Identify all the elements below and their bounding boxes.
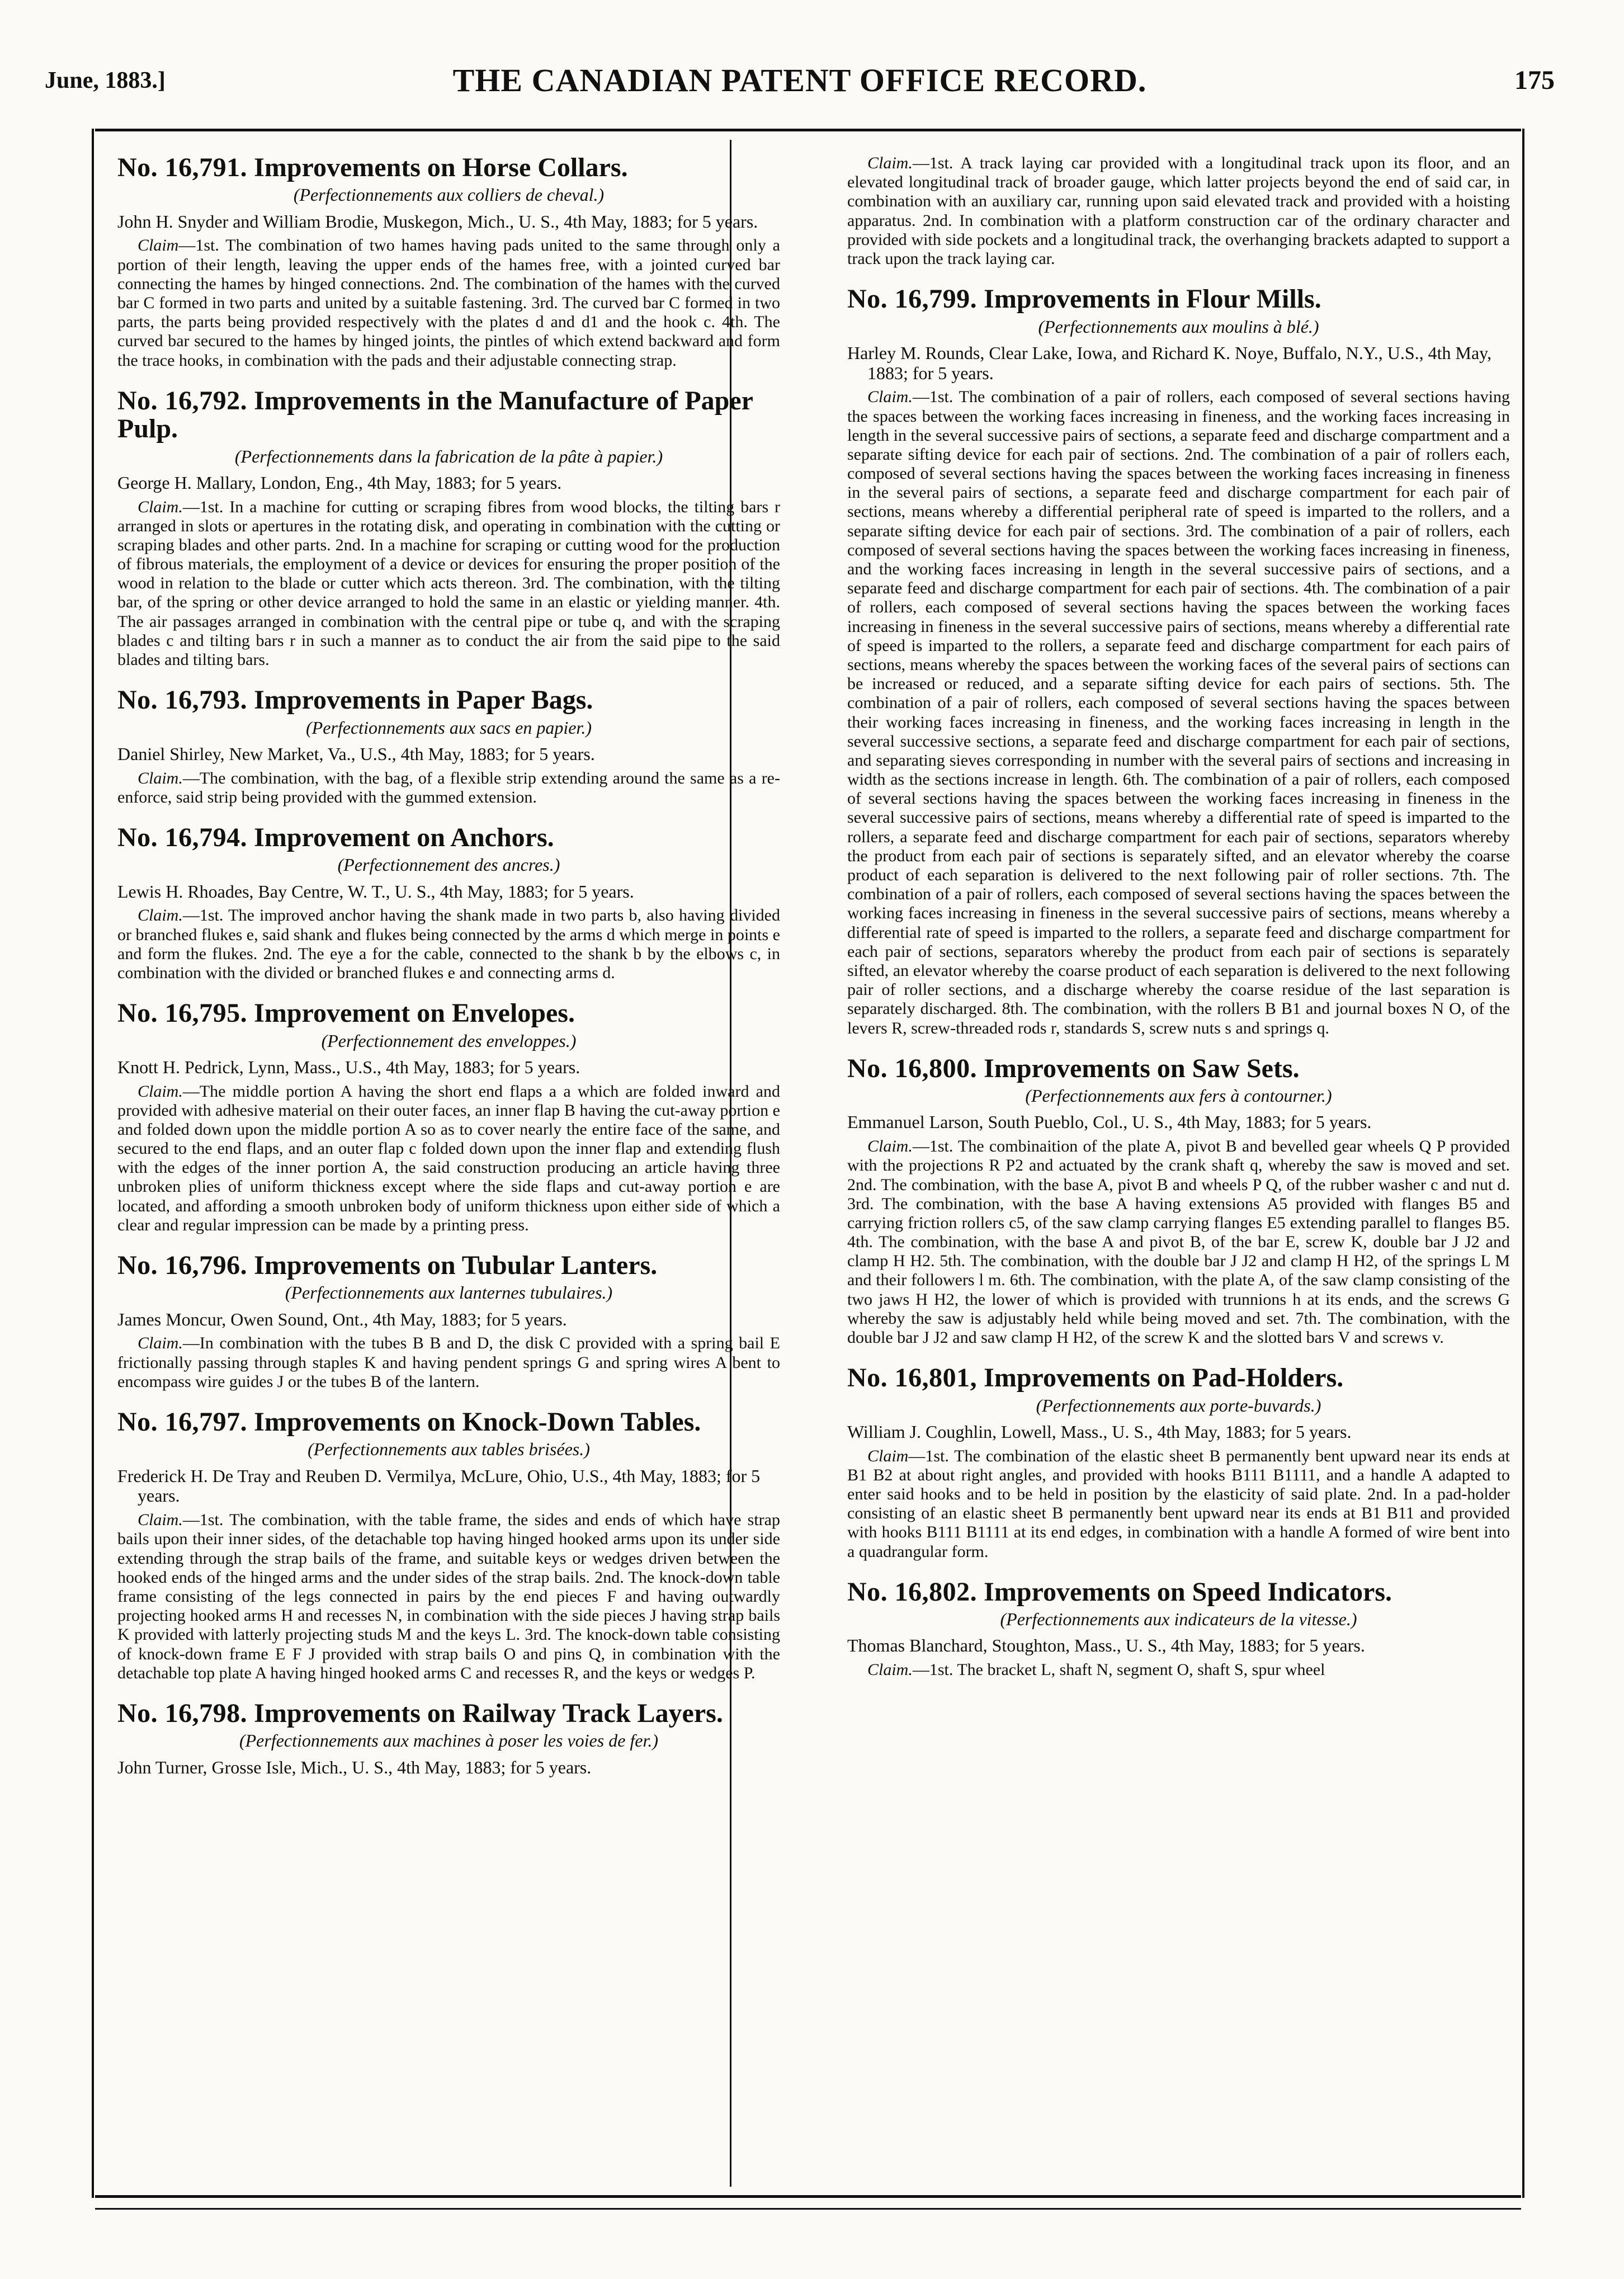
claim-body: —1st. The bracket L, shaft N, segment O, shaft S, spur wheel [912,1660,1325,1679]
french-title: (Perfectionnements dans la fabrication de la pâte à papier.) [234,446,663,466]
french-title: (Perfectionnement des ancres.) [337,855,560,875]
claim-label: Claim [867,1446,909,1465]
bottom-rule [95,2201,1521,2210]
patent-number: No. 16,797. [117,1407,248,1437]
patent-entry [117,824,780,983]
claim-text [117,498,780,670]
claim-body: —1st. The improved anchor having the shank made in two parts b, also having divided or branched flukes e, said shank and flukes being connected by the arms d which merge in points e and form the flukes. 2nd. The eye a for the cable, connected to the shank b by the elbows c, in combination with the divided or branched flukes e and connecting arms d. [117,906,780,982]
page-header [45,62,1555,112]
patent-heading [117,1252,780,1280]
claim-label: Claim. [867,1137,913,1156]
claim-body: —1st. The combination of two hames having pads united to the same through only a portion of their length, leaving the upper ends of the hames free, with a jointed curved bar connecting the hames by hinged connections. 2nd. The combination of the hames with the curved bar C formed in two parts and united by a suitable fastening. 3rd. The curved bar C formed in two parts, the parts being provided respectively with the plates d and d1 and the hook c. 4th. The curved bar secured to the hames by hinged joints, the pintles of which extend backward and form the trace hooks, in combination with the pads and their adjustable connecting strap. [117,236,780,370]
french-title: (Perfectionnements aux fers à contourner.) [1025,1086,1332,1106]
patent-heading [117,686,780,714]
inventor-line: George H. Mallary, London, Eng., 4th May, 1883; for 5 years. [117,472,562,493]
patent-entry [847,1578,1510,1680]
french-title: (Perfectionnements aux sacs en papier.) [306,717,592,738]
left-column [117,154,780,2190]
patent-entry [117,1252,780,1391]
french-title: (Perfectionnements aux lanternes tubulaires.) [285,1282,613,1303]
claim-text [117,769,780,807]
patent-number: No. 16,795. [117,998,248,1028]
patent-title: Improvements on Pad-Holders. [984,1363,1344,1393]
claim-text [117,1334,780,1391]
claim-label: Claim. [138,497,183,516]
claim-label: Claim. [138,768,183,787]
patent-number: No. 16,796. [117,1251,248,1281]
claim-body: —1st. The combination of a pair of rollers, each composed of several sections having the spaces between the working faces increasing in fineness, and the working faces increasing in length in the several successive pairs of sections, a separate feed and discharge compartment and a separate sifting device for each pair of sections. 2nd. The combination of a pair of rollers each, composed of several sections having the spaces between the working faces increasing in fineness in the several pairs of sections, a separate feed and discharge compartment for each pair of sections, means whereby a differential peripheral rate of speed is imparted to the rollers, and a separate sifting device for each pair of sections. 3rd. The combination of a pair of rollers, each composed of several sections having the spaces between the working faces increasing in fineness, and the working faces increasing in length in the several successive pairs of sections, and a separate feed and discharge compartment for each pair of sections. 4th. The combination of a pair of rollers, each composed of several sections having the spaces between the working faces increasing in fineness in the several successive pairs of sections, means whereby a differential rate of speed is imparted to the rollers, a separate feed and discharge compartment for each pairs of sections, means whereby the spaces between the working faces of the several pairs of sections can be increased or reduced, and a separate sifting device for each pairs of sections. 5th. The combination of a pair of rollers, each composed of several sections having the spaces between their working faces increasing in fineness, and the working faces increasing in length in the several successive sections, a separate feed and discharge compartment for each pair of sections, and separating sieves corresponding in number with the several pairs of sections and increasing in width as the sections increase in length. 6th. The combination of a pair of rollers, each composed of several sections having the spaces between the working faces increasing in fineness in the several successive pairs of sections, means whereby a differential rate of speed is imparted to the rollers, a separate feed and discharge compartment for each pair of sections, separators whereby the product from each pair of sections is separately sifted, and an elevator whereby the coarse product of each separation is delivered to the next following pair of roller sections. 7th. The combination of a pair of rollers, each composed of several sections having the spaces between the working faces increasing in fineness in the several successive pairs of sections, means whereby a differential rate of speed is imparted to the rollers, a separate feed and discharge compartment for each pair of sections, separators whereby the product from each pair of sections is separately sifted, an elevator whereby the coarse product of each separation is delivered to the next following pair of roller sections, and a discharge whereby the coarse residue of the last separation is separately discharged. 8th. The combination, with the rollers B B1 and journal boxes N O, of the levers R, screw-threaded rods r, standards S, screw nuts s and springs q. [847,388,1510,1037]
claim-body: —The middle portion A having the short end flaps a a which are folded inward and provided with adhesive material on their outer faces, an inner flap B having the cut-away portion e and folded down upon the middle portion A so as to cover nearly the entire face of the same, and secured to the end flaps, and an outer flap c folded down upon the inner flap and extending flush with the edges of the inner portion A, the said construction producing an article having three unbroken plies of uniform thickness except where the side flaps and cut-away portion e are located, and affording a smooth unbroken body of uniform thickness upon either side of which a clear and regular impression can be made by a printing press. [117,1082,780,1234]
inventor-line: James Moncur, Owen Sound, Ont., 4th May, 1883; for 5 years. [117,1309,567,1329]
patent-entry [117,1408,780,1683]
patent-title: Improvements on Tubular Lanters. [254,1251,658,1281]
claim-label: Claim. [867,388,913,407]
patent-number: No. 16,798. [117,1698,248,1728]
patent-title: Improvements on Horse Collars. [254,154,628,182]
claim-label: Claim [138,236,179,255]
claim-label: Claim. [138,1334,183,1353]
patent-heading [847,1578,1510,1606]
claim-text [117,906,780,983]
issue-date: June, 1883.] [45,68,166,93]
french-title: (Perfectionnement des enveloppes.) [321,1030,577,1051]
patent-number: No. 16,793. [117,685,248,715]
left-border [92,129,94,2198]
patent-heading [847,1055,1510,1083]
patent-heading [847,285,1510,313]
claim-body: —1st. The combination of the elastic sheet B permanently bent upward near its ends at B1 B2 at about right angles, and provided with hooks B111 B1111, and a handle A adapted to enter said hooks and to be held in position by the elasticity of said plate. 2nd. In a pad-holder consisting of an elastic sheet B permanently bent upward near its ends at B1 B11 and provided with hooks B111 B1111 at its end edges, in combination with a handle A formed of wire bent into a quadrangular form. [847,1446,1510,1561]
claim-text [117,1511,780,1683]
patent-heading [117,999,780,1027]
patent-entry [847,1364,1510,1561]
patent-heading [117,1700,780,1728]
patent-heading [117,387,780,443]
patent-entry [117,154,780,370]
inventor-line: Thomas Blanchard, Stoughton, Mass., U. S., 4th May, 1883; for 5 years. [847,1635,1365,1656]
inventor-line: John Turner, Grosse Isle, Mich., U. S., 4th May, 1883; for 5 years. [117,1757,592,1777]
claim-text [847,388,1510,1037]
french-title: (Perfectionnements aux colliers de cheval.) [293,185,605,205]
claim-text [847,1447,1510,1561]
claim-body: —1st. The combination, with the table frame, the sides and ends of which have strap bails upon their inner sides, of the detachable top having hinged hooked arms upon its under side extending through the strap bails of the frame, and suitable keys or wedges driven between the hooked ends of the hinged arms and the under sides of the strap bails. 2nd. The knock-down table frame consisting of the legs connected in pairs by the end pieces F and having outwardly projecting hooked arms H and recesses N, in combination with the side pieces J having strap bails K provided with latterly projecting studs M and the keys L. 3rd. The knock-down table consisting of knock-down frame E F J provided with strap bails O and pins Q, in combination with the detachable top plate A having hinged hooked arms C and recesses R, and the keys or wedges P. [117,1511,780,1682]
claim-body: —1st. A track laying car provided with a longitudinal track upon its floor, and an elevated longitudinal track of broader gauge, which latter projects beyond the end of said car, in combination with an auxiliary car, running upon said elevated track and provided with a hoisting apparatus. 2nd. In combination with a platform construction car of the ordinary character and provided with side pockets and a longitudinal track, the overhanging brackets adapted to support a track upon the track laying car. [847,154,1510,268]
inventor-line: William J. Coughlin, Lowell, Mass., U. S., 4th May, 1883; for 5 years. [847,1421,1352,1442]
claim-label: Claim. [138,1082,183,1101]
claim-text [847,154,1510,268]
right-border [1522,129,1524,2198]
patent-entry [117,1700,780,1777]
inventor-line: Emmanuel Larson, South Pueblo, Col., U. S., 4th May, 1883; for 5 years. [847,1112,1372,1133]
claim-text [847,1137,1510,1347]
patent-title: Improvement on Anchors. [254,822,554,852]
patent-entry [117,686,780,807]
inventor-line: Knott H. Pedrick, Lynn, Mass., U.S., 4th May, 1883; for 5 years. [117,1056,580,1077]
patent-title: Improvements on Railway Track Layers. [254,1698,723,1728]
patent-number: No. 16,801, [847,1363,978,1393]
patent-number: No. 16,794. [117,822,248,852]
claim-label: Claim. [867,1660,913,1679]
french-title: (Perfectionnements aux porte-buvards.) [1036,1395,1321,1415]
inventor-line: John H. Snyder and William Brodie, Muskegon, Mich., U. S., 4th May, 1883; for 5 years. [117,211,758,232]
patent-title: Improvements on Saw Sets. [984,1053,1300,1083]
inventor-line: Daniel Shirley, New Market, Va., U.S., 4th May, 1883; for 5 years. [117,743,595,764]
patent-number: No. 16,800. [847,1053,978,1083]
patent-heading [117,1408,780,1436]
french-title: (Perfectionnements aux moulins à blé.) [1038,316,1319,337]
patent-number: No. 16,792. [117,385,248,416]
claim-body: —1st. The combinaition of the plate A, pivot B and bevelled gear wheels Q P provided with the projections R P2 and actuated by the crank shaft q, whereby the saw is moved and set. 2nd. The combination, with the base A, pivot B and wheels P Q, of the rubber washer c and nut d. 3rd. The combination, with the base A having extensions A5 provided with flanges B5 and carrying friction rollers c5, of the saw clamp carrying flanges E5 extending parallel to flanges B5. 4th. The combination, with the base A and pivot B, of the bar E, screw K, double bar J J2 and clamp H H2. 5th. The combination, with the double bar J J2 and clamp H H2, of the springs L M and their followers l m. 6th. The combination, with the plate A, of the saw clamp consisting of the two jaws H H2, the lower of which is provided with trunnions h at its ends, and the screws G whereby the saw is adjustably held while being moved and set. 7th. The combination, with the double bar J J2 and saw clamp H H2, of the screw K and the slotted bars V and screws v. [847,1137,1510,1347]
french-title: (Perfectionnements aux tables brisées.) [308,1439,590,1460]
claim-body: —1st. In a machine for cutting or scraping fibres from wood blocks, the tilting bars r arranged in slots or apertures in the rotating disk, and operating in combination with the cutting or scraping blades and other parts. 2nd. In a machine for scraping or cutting wood for the production of fibrous materials, the employment of a device or devices for ensuring the proper position of the wood in relation to the blade or cutter which acts thereon. 3rd. The combination, with the tilting bar, of the spring or other device arranged to hold the same in an elastic or yielding manner. 4th. The air passages arranged in combination with the central pipe or tube q, and with the scraping blades c and tilting bars r in such a manner as to conduct the air from the said pipe to the said blades and tilting bars. [117,497,780,669]
patent-number: No. 16,799. [847,284,978,314]
patent-entry [847,154,1510,268]
patent-title: Improvements on Speed Indicators. [984,1577,1392,1607]
right-column [847,154,1510,2190]
patent-entry [117,999,780,1235]
patent-title: Improvement on Envelopes. [254,998,575,1028]
claim-label: Claim. [138,1511,183,1530]
patent-heading [117,154,780,182]
patent-title: Improvements in Flour Mills. [984,284,1321,314]
patent-heading [117,824,780,852]
patent-title: Improvements in Paper Bags. [254,685,593,715]
french-title: (Perfectionnements aux machines à poser les voies de fer.) [239,1730,659,1751]
claim-body: —The combination, with the bag, of a flexible strip extending around the same as a re-enforce, said strip being provided with the gummed extension. [117,768,780,806]
patent-number: No. 16,791. [117,154,248,182]
page-number: 175 [1514,65,1555,95]
claim-text [847,1660,1510,1679]
claim-text [117,1082,780,1235]
publication-title: THE CANADIAN PATENT OFFICE RECORD. [452,62,1147,98]
patent-entry [847,285,1510,1038]
claim-body: —In combination with the tubes B B and D, the disk C provided with a spring bail E frictionally passing through staples K and having pendent springs G and spring wires A bent to encompass wire guides J or the tubes B of the lantern. [117,1334,780,1391]
patent-title: Improvements on Knock-Down Tables. [254,1407,701,1437]
claim-label: Claim. [867,154,913,172]
patent-number: No. 16,802. [847,1577,978,1607]
patent-entry [847,1055,1510,1347]
inventor-line: Lewis H. Rhoades, Bay Centre, W. T., U. S., 4th May, 1883; for 5 years. [117,881,634,902]
inventor-line: Frederick H. De Tray and Reuben D. Vermilya, McLure, Ohio, U.S., 4th May, 1883; for 5 years. [117,1465,761,1506]
patent-heading [847,1364,1510,1392]
claim-text [117,236,780,370]
patent-title: Improvements in the Manufacture of Paper Pulp. [117,385,753,444]
claim-label: Claim. [138,906,183,925]
french-title: (Perfectionnements aux indicateurs de la vitesse.) [1000,1609,1357,1630]
patent-entry [117,387,780,669]
inventor-line: Harley M. Rounds, Clear Lake, Iowa, and Richard K. Noye, Buffalo, N.Y., U.S., 4th May, 1883; for 5 years. [847,342,1492,383]
